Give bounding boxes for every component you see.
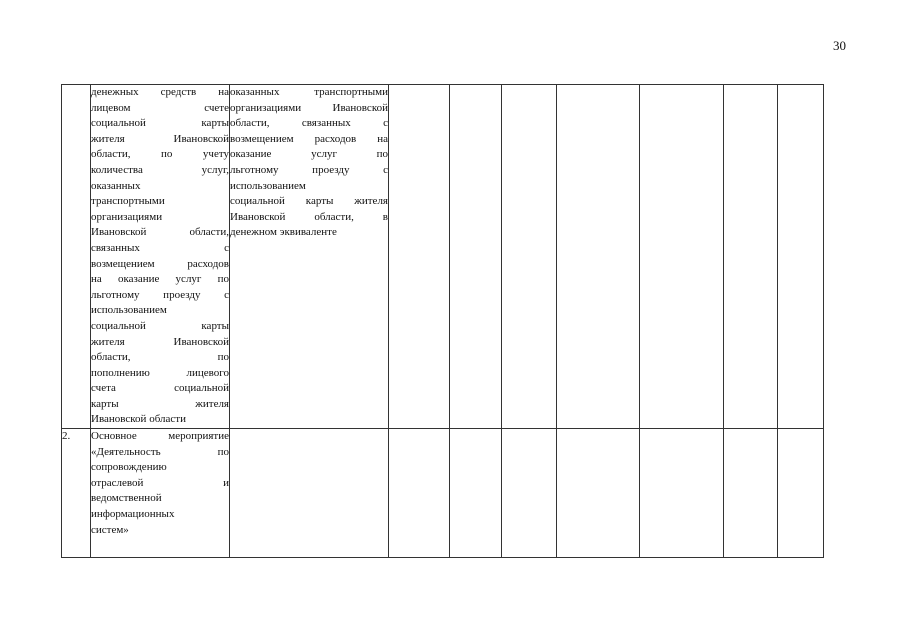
text-line: возмещением расходов на (230, 132, 388, 145)
empty-cell (640, 429, 724, 558)
text-line: Основное мероприятие (91, 430, 229, 443)
empty-cell (557, 429, 640, 558)
empty-cell (640, 85, 724, 429)
table-row (62, 85, 824, 429)
text-line: денежном эквиваленте (230, 226, 337, 239)
text-line: сопровождению (91, 461, 167, 474)
text-line: счета социальной (91, 382, 229, 395)
table-row (62, 429, 824, 558)
text-line: оказанных (91, 179, 141, 192)
empty-cell (450, 85, 502, 429)
text-line: на оказание услуг по (91, 273, 229, 286)
text-line: связанных с (91, 241, 229, 254)
text-line: Ивановской области (91, 413, 186, 426)
text-line: количества услуг, (91, 163, 229, 176)
activity-name-cell (91, 85, 230, 429)
text-line: Ивановской области, (91, 226, 229, 239)
indicator-cell (230, 85, 389, 429)
row-number-cell: 2. (62, 429, 91, 558)
text-line: жителя Ивановской (91, 335, 229, 348)
empty-cell (724, 429, 778, 558)
empty-cell (450, 429, 502, 558)
text-line: льготному проезду с (91, 288, 229, 301)
text-line: использованием (91, 304, 167, 317)
empty-cell (724, 85, 778, 429)
page-number: 30 (833, 38, 846, 53)
program-table (61, 84, 824, 558)
text-line: области, связанных с (230, 117, 388, 130)
text-line: области, по учету (91, 148, 229, 161)
text-line: пополнению лицевого (91, 366, 229, 379)
text-line: оказание услуг по (230, 148, 388, 161)
text-line: карты жителя (91, 397, 229, 410)
text-line: Ивановской области, в (230, 210, 388, 223)
text-line: социальной карты (91, 117, 229, 130)
text-line: социальной карты (91, 319, 229, 332)
text-line: использованием (230, 179, 306, 192)
empty-cell (389, 85, 450, 429)
text-line: льготному проезду с (230, 163, 388, 176)
empty-cell (502, 429, 557, 558)
text-line: организациями Ивановской (230, 101, 388, 114)
empty-cell (778, 85, 824, 429)
text-line: ведомственной (91, 492, 162, 505)
text-line: «Деятельность по (91, 445, 229, 458)
text-line: денежных средств на (91, 86, 229, 98)
empty-cell (230, 429, 389, 558)
text-line: транспортными (91, 195, 165, 208)
text-line: информационных (91, 508, 175, 521)
text-line: организациями (91, 210, 163, 223)
text-line: оказанных транспортными (230, 86, 388, 98)
text-line: возмещением расходов (91, 257, 229, 270)
empty-cell (502, 85, 557, 429)
text-line: систем» (91, 523, 129, 536)
empty-cell (778, 429, 824, 558)
empty-cell (389, 429, 450, 558)
text-line: области, по (91, 351, 229, 364)
text-line: жителя Ивановской (91, 132, 229, 145)
row-number-cell (62, 85, 91, 429)
activity-name-cell (91, 429, 230, 558)
empty-cell (557, 85, 640, 429)
text-line: социальной карты жителя (230, 195, 388, 208)
text-line: лицевом счете (91, 101, 229, 114)
text-line: отраслевой и (91, 476, 229, 489)
